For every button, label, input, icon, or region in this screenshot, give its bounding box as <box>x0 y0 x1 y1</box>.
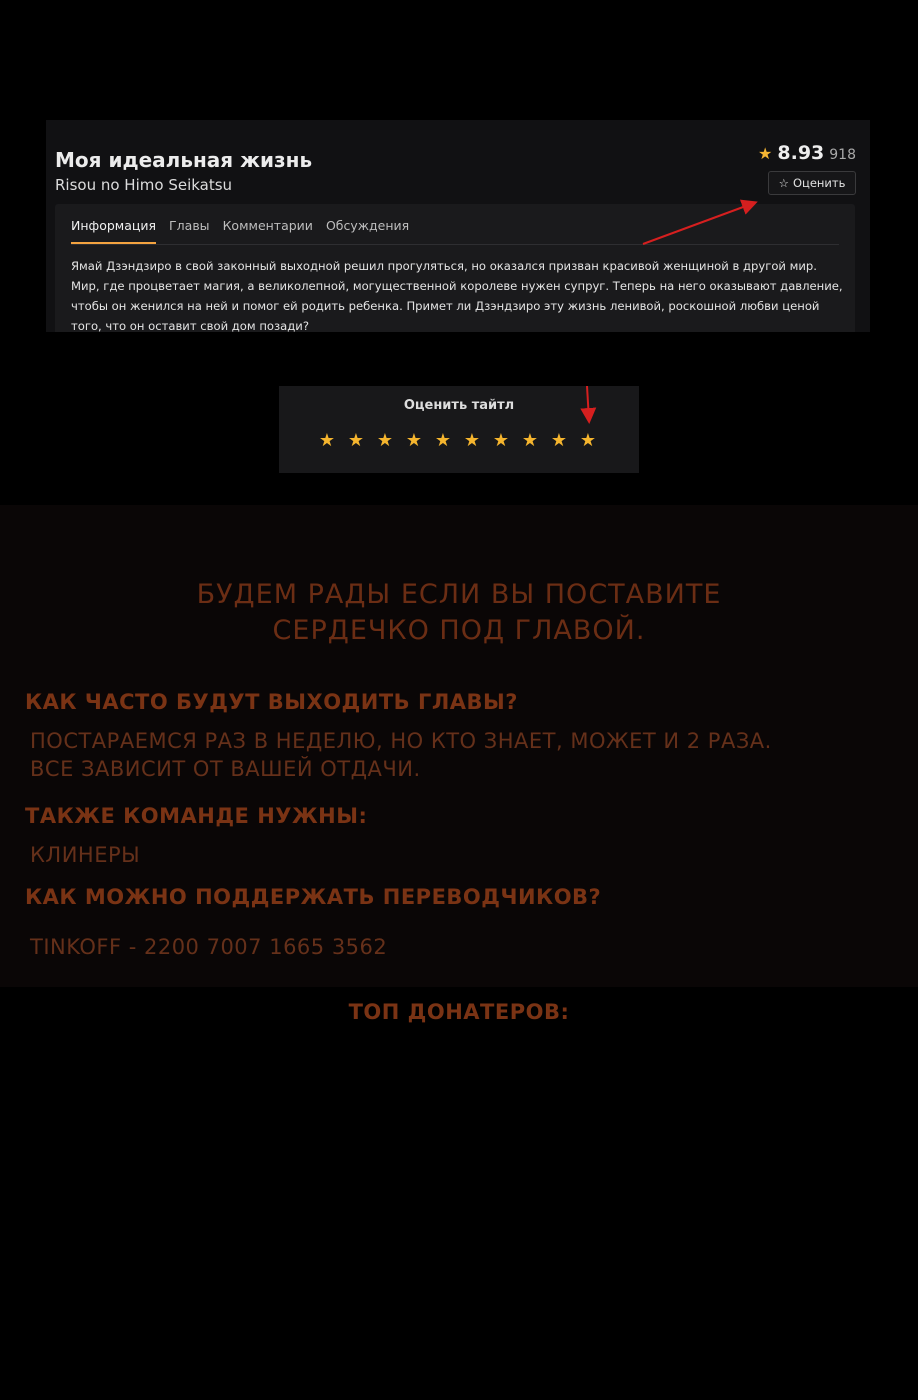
tab-info[interactable]: Информация <box>71 216 156 244</box>
rate-star-2-icon[interactable]: ★ <box>347 430 365 451</box>
rating-votes: 918 <box>829 147 856 163</box>
rating-score: 8.93 <box>777 142 825 164</box>
faq-answer-release-line1: ПОСТАРАЕМСЯ РАЗ В НЕДЕЛЮ, НО КТО ЗНАЕТ, МОЖЕТ И 2 РАЗА. <box>30 729 772 753</box>
star-icon: ★ <box>758 144 773 163</box>
faq-answer-release-line2: ВСЕ ЗАВИСИТ ОТ ВАШЕЙ ОТДАЧИ. <box>30 757 421 781</box>
promo-headline-line2: СЕРДЕЧКО ПОД ГЛАВОЙ. <box>272 615 646 646</box>
rate-button[interactable] <box>768 171 856 195</box>
rate-star-10-icon[interactable]: ★ <box>579 430 597 451</box>
rate-star-1-icon[interactable]: ★ <box>318 430 336 451</box>
faq-answer-team: КЛИНЕРЫ <box>30 843 141 867</box>
star-rating <box>317 430 598 451</box>
promo-headline-line1: БУДЕМ РАДЫ ЕСЛИ ВЫ ПОСТАВИТЕ <box>196 579 722 610</box>
rate-star-4-icon[interactable]: ★ <box>405 430 423 451</box>
tab-chapters[interactable]: Главы <box>169 218 210 233</box>
rate-star-3-icon[interactable]: ★ <box>376 430 394 451</box>
promo-headline <box>0 577 918 649</box>
alt-title: Risou no Himo Seikatsu <box>55 176 233 194</box>
tab-discussions[interactable]: Обсуждения <box>325 218 410 233</box>
info-panel <box>55 204 855 332</box>
promo-section <box>0 505 918 987</box>
rate-star-8-icon[interactable]: ★ <box>521 430 539 451</box>
rating-summary <box>758 142 856 164</box>
tab-comments[interactable]: Комментарии <box>222 218 313 233</box>
title-card <box>46 120 870 332</box>
rate-star-9-icon[interactable]: ★ <box>550 430 568 451</box>
top-donors-title: ТОП ДОНАТЕРОВ: <box>348 1000 570 1024</box>
rate-title-widget <box>279 386 639 473</box>
rate-star-7-icon[interactable]: ★ <box>492 430 510 451</box>
faq-answer-support: TINKOFF - 2200 7007 1665 3562 <box>30 935 388 959</box>
faq-question-team: ТАКЖЕ КОМАНДЕ НУЖНЫ: <box>25 804 368 828</box>
faq-question-support: КАК МОЖНО ПОДДЕРЖАТЬ ПЕРЕВОДЧИКОВ? <box>25 885 602 909</box>
star-outline-icon: ☆ <box>778 176 789 190</box>
rate-star-6-icon[interactable]: ★ <box>463 430 481 451</box>
description: Ямай Дзэндзиро в свой законный выходной решил прогуляться, но оказался призван красивой женщиной в другой мир. Мир, где процветает магия, а великолепной, могущественной королеве нужен супруг. Теперь на него оказывают давление, чтобы он женился на ней и помог ей родить ребенка. Примет ли Дзэндзиро эту жизнь ленивой, роскошной любви ценой того, что он оставит свой дом позади? <box>71 259 843 332</box>
faq-question-release: КАК ЧАСТО БУДУТ ВЫХОДИТЬ ГЛАВЫ? <box>25 690 518 714</box>
tab-bar <box>71 216 839 245</box>
rate-star-5-icon[interactable]: ★ <box>434 430 452 451</box>
rate-button-label: Оценить <box>792 176 846 190</box>
page-title: Моя идеальная жизнь <box>55 148 313 172</box>
rate-widget-title: Оценить тайтл <box>403 398 515 413</box>
